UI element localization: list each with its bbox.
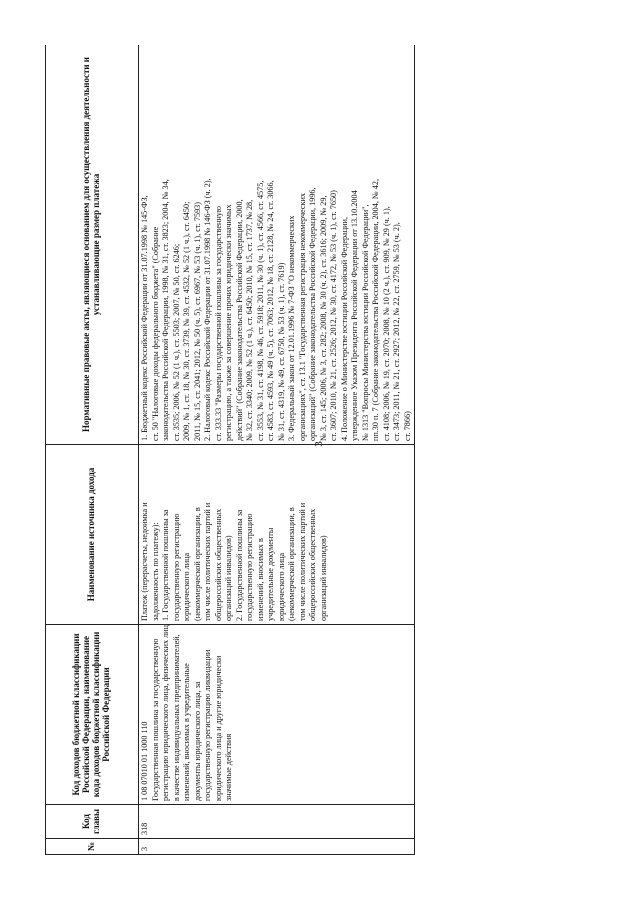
text-line: № 1313 "Вопросы Министерства юстиции Российской Федерации", xyxy=(360,204,370,441)
text-line: государственную регистрацию ликвидации xyxy=(203,649,212,801)
text-line: Государственная пошлина за государственную xyxy=(150,638,160,801)
text-line: организациях", ст. 13.1 "Государственная регистрация некоммерческих xyxy=(297,193,307,441)
text-line: значимые действия xyxy=(224,733,233,801)
text-line: 2011, № 15, ст. 2041; 2012, № 50 (ч. 5), ст. 6967, № 53 (ч. 1), ст. 7593) xyxy=(192,202,202,441)
text-line: учредительные документы xyxy=(266,527,275,621)
text-line: (некоммерческой организации, в xyxy=(287,507,296,621)
text-line: 3. Федеральный закон от 12.01.1996 № 7-ФЗ "О некоммерческих xyxy=(287,215,296,441)
text-line: № 31, ст. 4319, № 49, ст. 6750, № 53 (ч. 1), ст. 7619) xyxy=(276,262,286,441)
text-line: задолженность по платежу): xyxy=(150,522,160,621)
text-line: общероссийских общественных xyxy=(308,508,317,621)
text-line: юридического лица xyxy=(276,552,286,621)
text-line: документы юридического лица, за xyxy=(192,681,202,801)
text-line: 2009, № 1, ст. 18, № 30, ст. 3739, № 39, ст. 4532, № 52 (1 ч.), ст. 6450; xyxy=(182,201,191,441)
text-line: юридического лица xyxy=(182,552,191,621)
text-line: Платеж (перерасчеты, недоимка и xyxy=(140,502,149,621)
text-line: утвержденное Указом Президента Российской Федерации от 13.10.2004 xyxy=(350,190,359,441)
text-line: организаций" (Собрание законодательства Российской Федерации, 1996, xyxy=(308,187,317,441)
text-line: 2. Государственной пошлины за xyxy=(234,509,244,621)
text-line: действий" (Собрание законодательства Российской Федерации, 2000, xyxy=(234,199,244,441)
text-line: юридического лица и другие юридически xyxy=(213,655,223,801)
text-line: ст. 3473; 2011, № 21, ст. 2927; 2012, № 22, ст. 2759, № 53 (ч. 2), xyxy=(392,222,401,441)
document-frame xyxy=(45,45,600,855)
text-line: регистрацию юридического лица, физических лиц xyxy=(161,625,170,801)
text-line: том числе политических партий и xyxy=(297,502,307,621)
text-line: 2. Налоговый кодекс Российской Федерации от 31.07.1998 № 146-ФЗ (ч. 2), xyxy=(203,178,212,441)
text-line: том числе политических партий и xyxy=(203,502,212,621)
text-line: 1. Бюджетный кодекс Российской Федерации от 31.07.1998 № 145-ФЗ, xyxy=(140,195,149,441)
text-line: ст. 3535; 2006, № 52 (1 ч.), ст. 5503; 2007, № 50, ст. 6246; xyxy=(171,243,181,441)
rotated-table-container xyxy=(45,45,600,855)
text-line: регистрацию, а также за совершение прочих юридически значимых xyxy=(224,204,233,441)
text-line: государственную регистрацию xyxy=(171,513,181,621)
cell-num: 3 xyxy=(139,839,415,855)
text-line: пп.30 п. 7 (Собрание законодательства Российской Федерации, 2004, № 42, xyxy=(371,178,380,441)
text-line: организаций инвалидов) xyxy=(224,535,233,621)
text-line: организаций инвалидов) xyxy=(318,535,328,621)
text-line: ст. 7866) xyxy=(402,411,412,441)
text-line: ст. 50 "Налоговые доходы федерального бюджета" (Собрание xyxy=(150,226,160,441)
header-legal-acts: Нормативные правовые акты, являющиеся основанием для осуществления деятельности и устанавливающие размер платежа xyxy=(46,45,139,445)
text-line: в качестве индивидуальных предпринимателей, xyxy=(171,634,181,801)
text-line: (некоммерческой организации, в xyxy=(192,507,202,621)
text-line: общероссийских общественных xyxy=(213,508,223,621)
text-line: № 32, ст. 3340; 2009, № 52 (1 ч.), ст. 6450; 2010, № 15, ст. 1737, № 28, xyxy=(245,199,254,441)
header-source-name: Наименование источника дохода xyxy=(46,445,139,625)
header-budget-code: Код доходов бюджетной классификации Российской Федерации, наименование кода доходов бюджетной классификации Российской Федерации xyxy=(46,625,139,805)
text-line: 4. Положение о Министерстве юстиции Российской Федерации, xyxy=(339,217,349,441)
cell-source-name xyxy=(139,445,415,625)
text-line: 1 08 07010 01 1000 110 xyxy=(140,721,149,801)
cell-legal-acts xyxy=(139,45,415,445)
cell-budget-code xyxy=(139,625,415,805)
text-line: № 3, ст. 145; 2006, № 3, ст. 282; 2008, № 30 (ч. 2), ст. 3616; 2009, № 29, xyxy=(318,195,328,441)
cell-chapter-code: 318 xyxy=(139,805,415,839)
text-line: ст. 333.33 "Размеры государственной пошлины за государственную xyxy=(213,206,223,441)
header-chapter-code: Код главы xyxy=(46,805,139,839)
header-row xyxy=(46,45,139,855)
text-line: государственную регистрацию xyxy=(245,513,254,621)
text-line: изменений, вносимых в xyxy=(255,538,265,621)
text-line: законодательства Российской Федерации, 1998, № 31, ст. 3823; 2004, № 34, xyxy=(161,179,170,441)
text-line: изменений, вносимых в учредительные xyxy=(182,663,191,801)
text-line: ст. 3553, № 31, ст. 4198, № 46, ст. 5918; 2011, № 30 (ч. 1), ст. 4566, ст. 4575, xyxy=(255,180,265,441)
page-number: 3 xyxy=(312,441,325,447)
table-row xyxy=(139,45,415,855)
text-line: ст. 4583, ст. 4593, № 49 (ч. 5), ст. 7063; 2012, № 18, ст. 2128, № 24, ст. 3066, xyxy=(266,180,275,441)
text-line: ст. 3607; 2010, № 21, ст. 2526; 2012, № 30, ст. 4172, № 53 (ч. 1), ст. 7650) xyxy=(329,190,338,441)
text-line: 1. Государственной пошлины за xyxy=(161,509,170,621)
header-num: № xyxy=(46,839,139,855)
text-line: ст. 4108; 2006, № 19, ст. 2070; 2008, № 10 (2 ч.), ст. 909, № 29 (ч. 1), xyxy=(381,206,391,441)
revenue-table xyxy=(45,45,415,855)
